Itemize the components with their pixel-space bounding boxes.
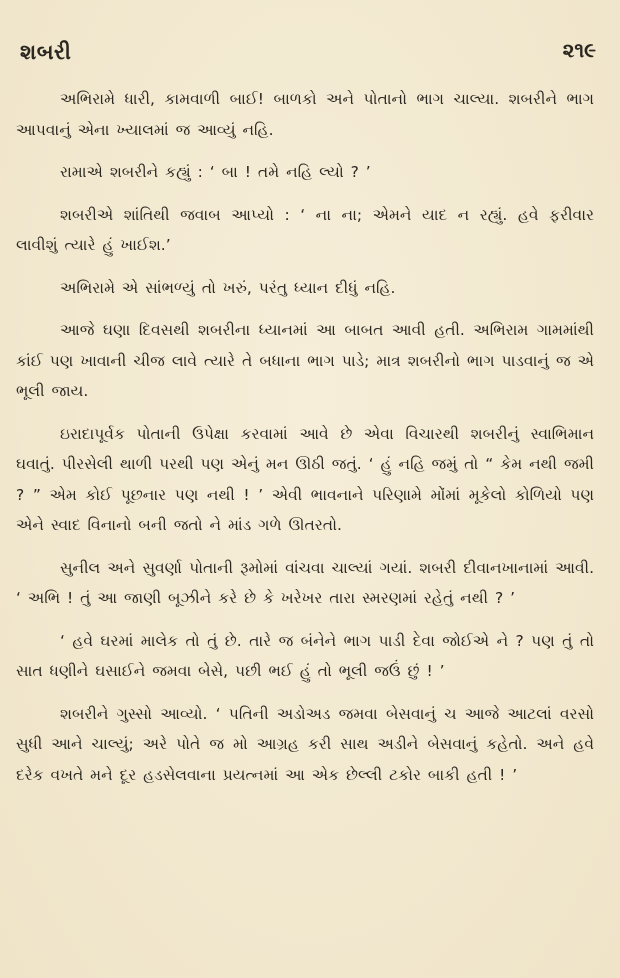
- page-number: ૨૧૯: [562, 38, 596, 62]
- paragraph: અભિરામે એ સાંભળ્યું તો ખરું, પરંતુ ધ્યાન દીધું નહિ.: [60, 278, 396, 297]
- paragraph: ઇરાદાપૂર્વક પોતાની ઉપેક્ષા કરવામાં આવે છે એવા વિચારથી શબરીનું સ્વાભિમાન ઘવાતું. પીરસેલી થાળી પરથી પણ એનું મન ઊઠી જતું. ‘ હું નહિ જમું તો “ કેમ નથી જમી ? ” એમ કોઈ પૂછનાર પણ નથી ! ’ એવી ભાવનાને પરિણામે મોંમાં મૂકેલો કોળિયો પણ એને સ્વાદ વિનાનો બની જતો ને માંડ ગળે ઊતરતો.: [16, 424, 594, 534]
- paragraph: સુનીલ અને સુવર્ણા પોતાની રૂમોમાં વાંચવા ચાલ્યાં ગયાં. શબરી દીવાનખાનામાં આવી. ‘ અભિ ! તું આ જાણી બૂઝીને કરે છે કે ખરેખર તારા સ્મરણમાં રહેતું નથી ? ’: [16, 558, 594, 607]
- page-header: [20, 40, 596, 80]
- paragraph: આજે ઘણા દિવસથી શબરીના ધ્યાનમાં આ બાબત આવી હતી. અભિરામ ગામમાંથી કાંઈ પણ ખાવાની ચીજ લાવે ત્યારે તે બધાના ભાગ પાડે; માત્ર શબરીનો ભાગ પાડવાનું જ એ ભૂલી જાય.: [16, 321, 594, 400]
- paragraph: શબરીએ શાંતિથી જવાબ આપ્યો : ‘ ના ના; એમને યાદ ન રહ્યું. હવે ફરીવાર લાવીશું ત્યારે હું ખાઈશ.’: [16, 205, 594, 254]
- body-text: [16, 84, 594, 802]
- paragraph: ‘ હવે ઘરમાં માલેક તો તું છે. તારે જ બંનેને ભાગ પાડી દેવા જોઈએ ને ? પણ તું તો સાત ધણીને ઘસાઈને જમવા બેસે, પછી ભઈ હું તો ભૂલી જઉં છું ! ’: [16, 631, 594, 680]
- paragraph: શબરીને ગુસ્સો આવ્યો. ‘ પતિની અડોઅડ જમવા બેસવાનું ચ આજે આટલાં વરસો સુધી આને ચાલ્યું; અરે પોતે જ મો આગ્રહ કરી સાથ અડીને બેસવાનું કહેતો. અને હવે દરેક વખતે મને દૂર હડસેલવાના પ્રયત્નમાં આ એક છેલ્લી ટકોર બાકી હતી ! ’: [16, 704, 594, 784]
- paragraph: રામાએ શબરીને કહ્યું : ‘ બા ! તમે નહિ લ્યો ? ’: [60, 163, 371, 181]
- paragraph: અભિરામે ધારી, કામવાળી બાઈ! બાળકો અને પોતાનો ભાગ ચાલ્યા. શબરીને ભાગ આપવાનું એના ખ્યાલમાં જ આવ્યું નહિ.: [16, 90, 594, 139]
- running-title: શબરી: [20, 40, 72, 64]
